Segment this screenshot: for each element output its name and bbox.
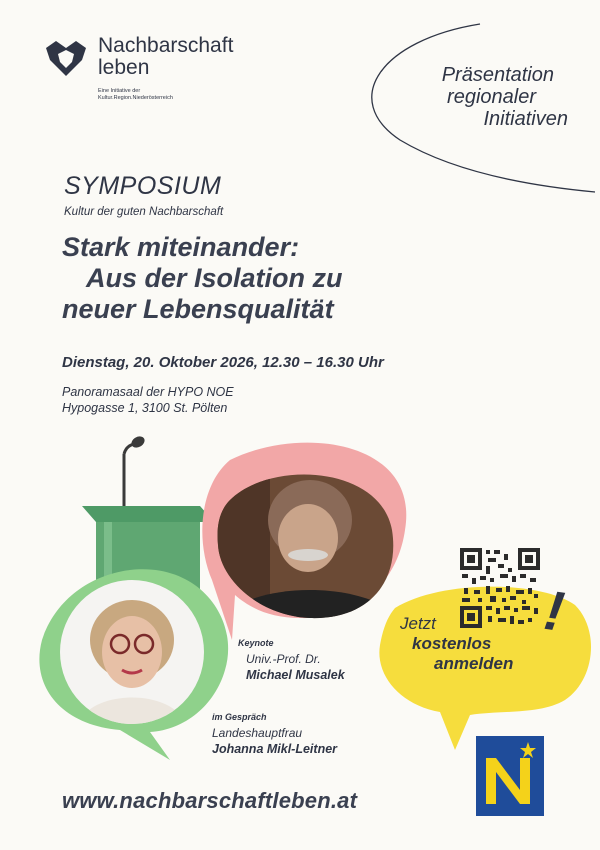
- brand-name: Nachbarschaft leben: [98, 34, 234, 79]
- presentation-heading: Präsentation regionaler Initiativen: [441, 64, 568, 130]
- conversation-guest-photo: [58, 578, 206, 726]
- register-call-to-action[interactable]: Jetzt kostenlos anmelden: [400, 614, 514, 673]
- microphone-icon: [124, 434, 147, 508]
- noe-logo-icon: [476, 736, 544, 816]
- keynote-name: Michael Musalek: [246, 668, 345, 682]
- keynote-title: Univ.-Prof. Dr.: [246, 652, 321, 666]
- exclamation-mark: !: [540, 578, 568, 643]
- heart-house-logo-icon: [42, 38, 90, 78]
- event-datetime: Dienstag, 20. Oktober 2026, 12.30 – 16.30 Uhr: [62, 354, 384, 371]
- event-type: SYMPOSIUM: [64, 172, 222, 200]
- conversation-name: Johanna Mikl-Leitner: [212, 742, 338, 756]
- event-headline: Stark miteinander: Aus der Isolation zu neuer Lebensqualität: [62, 232, 343, 324]
- website-link[interactable]: www.nachbarschaftleben.at: [62, 788, 358, 813]
- keynote-label: Keynote: [238, 638, 274, 648]
- event-venue: Panoramasaal der HYPO NOE Hypogasse 1, 3100 St. Pölten: [62, 385, 234, 415]
- brand-subline: Eine Initiative der Kultur.Region.Niederösterreich: [98, 88, 173, 101]
- conversation-title: Landeshauptfrau: [212, 726, 303, 740]
- keynote-speaker-photo: [210, 460, 400, 620]
- conversation-label: im Gespräch: [212, 712, 267, 722]
- event-subtitle: Kultur der guten Nachbarschaft: [64, 206, 224, 218]
